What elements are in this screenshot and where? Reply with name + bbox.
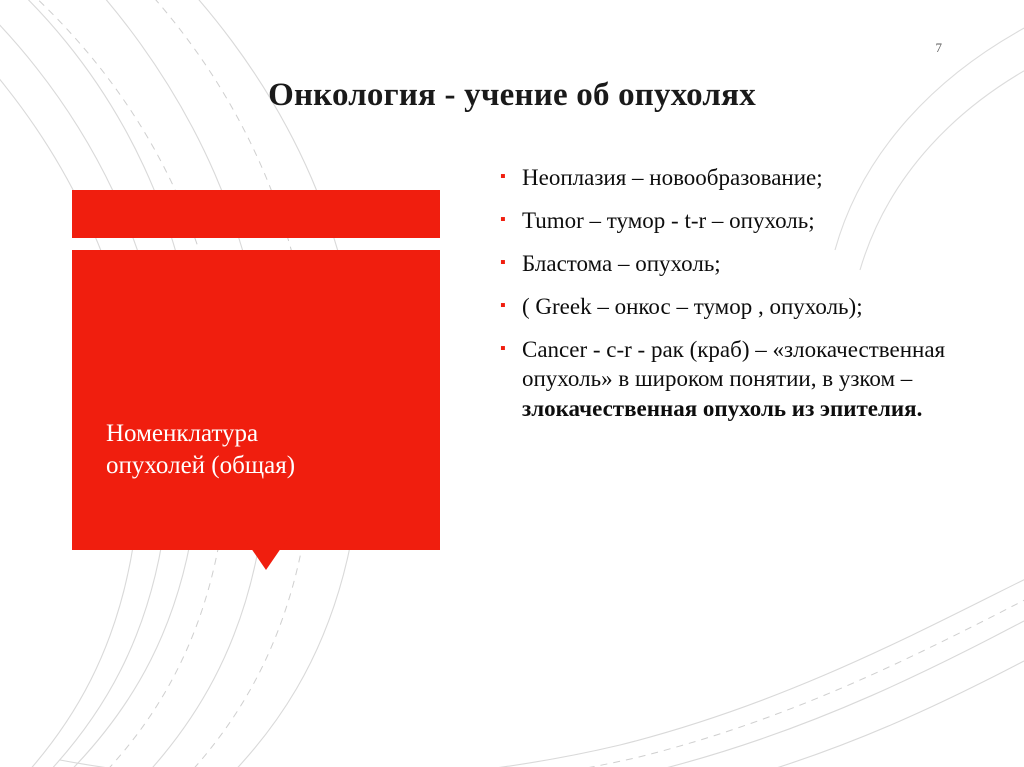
list-item-text: Неоплазия – новообразование; [522, 165, 823, 190]
list-item [500, 249, 970, 279]
callout-label [106, 418, 406, 482]
callout-label-line2: опухолей (общая) [106, 452, 296, 479]
page-number: 7 [935, 40, 942, 55]
callout-body [72, 250, 440, 550]
list-item [500, 163, 970, 193]
bullet-marker-icon: ▪ [500, 210, 506, 228]
bullet-marker-icon: ▪ [500, 168, 506, 185]
bullet-marker-icon: ▪ [500, 296, 506, 314]
list-item [500, 206, 970, 236]
page-title: Онкология - учение об опухолях [268, 77, 756, 114]
list-item-text: Бластома – опухоль; [522, 250, 721, 276]
list-item-text: Tumor – тумор - t-r – опухоль; [522, 207, 815, 233]
bullet-marker-icon: ▪ [500, 253, 506, 271]
callout-tail-arrow [244, 538, 288, 570]
nomenclature-callout [72, 190, 440, 550]
list-item [500, 335, 970, 425]
list-item-text-emphasis: злокачественная опухоль из эпителия. [522, 396, 923, 422]
list-item-text: Cancer - c-r - рак (краб) – «злокачественная опухоль» в широком понятии, в узком – [522, 336, 946, 392]
bullet-marker-icon: ▪ [500, 339, 506, 357]
bullet-list [500, 163, 970, 424]
callout-label-line1: Номенклатура [106, 420, 259, 447]
list-item-text: ( Greek – онкос – тумор , опухоль); [522, 293, 863, 319]
callout-top-bar [72, 190, 440, 238]
list-item [500, 292, 970, 322]
